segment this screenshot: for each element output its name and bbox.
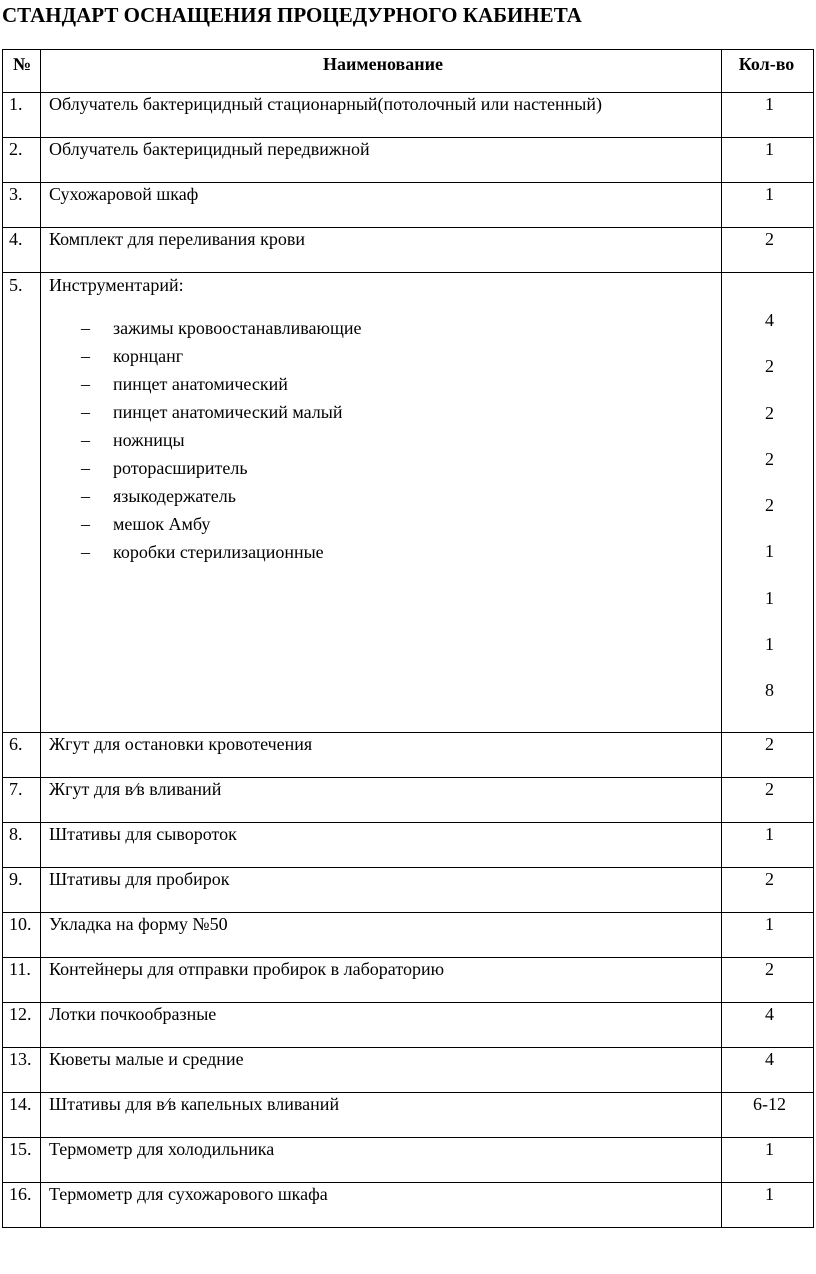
row-number: 6. — [3, 733, 41, 778]
row-number: 8. — [3, 823, 41, 868]
instruments-quantities — [722, 273, 814, 733]
row-name: Укладка на форму №50 — [41, 913, 722, 958]
instruments-cell — [41, 273, 722, 733]
row-quantity: 2 — [722, 868, 814, 913]
row-name: Штативы для в⁄в капельных вливаний — [41, 1093, 722, 1138]
dash-bullet: – — [81, 374, 90, 394]
table-row — [3, 1048, 814, 1093]
table-row — [3, 958, 814, 1003]
table-row — [3, 913, 814, 958]
list-item: – языкодержатель — [65, 482, 717, 510]
row-name: Термометр для сухожарового шкафа — [41, 1183, 722, 1228]
dash-bullet: – — [81, 514, 90, 534]
table-row — [3, 1138, 814, 1183]
instruments-list — [65, 314, 717, 566]
item-quantity: 1 — [765, 587, 774, 608]
row-number: 14. — [3, 1093, 41, 1138]
row-name: Термометр для холодильника — [41, 1138, 722, 1183]
row-number: 11. — [3, 958, 41, 1003]
item-quantity: 4 — [765, 310, 774, 330]
table-row — [3, 183, 814, 228]
row-quantity: 4 — [722, 1048, 814, 1093]
row-number: 16. — [3, 1183, 41, 1228]
table-row — [3, 823, 814, 868]
row-quantity: 1 — [722, 823, 814, 868]
item-quantity: 2 — [765, 448, 774, 469]
table-row — [3, 868, 814, 913]
dash-bullet: – — [81, 318, 90, 338]
row-number: 5. — [3, 273, 41, 733]
item-quantity: 2 — [765, 356, 774, 377]
list-item: – мешок Амбу — [65, 510, 717, 538]
list-item: – корнцанг — [65, 342, 717, 370]
row-name: Контейнеры для отправки пробирок в лабораторию — [41, 958, 722, 1003]
row-number: 1. — [3, 93, 41, 138]
table-header-row — [3, 50, 814, 93]
row-number: 15. — [3, 1138, 41, 1183]
row-quantity: 2 — [722, 778, 814, 823]
row-number: 13. — [3, 1048, 41, 1093]
table-row — [3, 778, 814, 823]
item-quantity: 8 — [765, 680, 774, 701]
list-item: – зажимы кровоостанавливающие — [65, 314, 717, 342]
row-number: 4. — [3, 228, 41, 273]
row-name: Штативы для пробирок — [41, 868, 722, 913]
row-quantity: 1 — [722, 913, 814, 958]
row-quantity: 2 — [722, 228, 814, 273]
list-item: – пинцет анатомический — [65, 370, 717, 398]
row-number: 3. — [3, 183, 41, 228]
row-name: Комплект для переливания крови — [41, 228, 722, 273]
row-quantity: 2 — [722, 958, 814, 1003]
row-quantity: 4 — [722, 1003, 814, 1048]
row-name: Жгут для остановки кровотечения — [41, 733, 722, 778]
list-item: – ножницы — [65, 426, 717, 454]
list-item: – пинцет анатомический малый — [65, 398, 717, 426]
instruments-heading: Инструментарий: — [49, 275, 184, 295]
row-quantity: 1 — [722, 1138, 814, 1183]
row-quantity: 1 — [722, 183, 814, 228]
item-quantity: 1 — [765, 541, 774, 562]
table-row — [3, 228, 814, 273]
row-quantity: 1 — [722, 138, 814, 183]
dash-bullet: – — [81, 458, 90, 478]
table-row — [3, 1183, 814, 1228]
dash-bullet: – — [81, 542, 90, 562]
row-number: 10. — [3, 913, 41, 958]
dash-bullet: – — [81, 430, 90, 450]
row-name: Штативы для сывороток — [41, 823, 722, 868]
table-row — [3, 93, 814, 138]
dash-bullet: – — [81, 486, 90, 506]
row-quantity: 6-12 — [722, 1093, 814, 1138]
equipment-table — [2, 49, 814, 1228]
row-name: Облучатель бактерицидный стационарный(потолочный или настенный) — [41, 93, 722, 138]
table-row — [3, 1093, 814, 1138]
dash-bullet: – — [81, 346, 90, 366]
row-name: Кюветы малые и средние — [41, 1048, 722, 1093]
row-name: Лотки почкообразные — [41, 1003, 722, 1048]
row-quantity: 2 — [722, 733, 814, 778]
table-row — [3, 733, 814, 778]
row-name: Облучатель бактерицидный передвижной — [41, 138, 722, 183]
page-title: СТАНДАРТ ОСНАЩЕНИЯ ПРОЦЕДУРНОГО КАБИНЕТА — [2, 3, 582, 27]
table-row — [3, 1003, 814, 1048]
row-quantity: 1 — [722, 1183, 814, 1228]
table-row — [3, 138, 814, 183]
instruments-row — [3, 273, 814, 733]
list-item: – коробки стерилизационные — [65, 538, 717, 566]
row-number: 12. — [3, 1003, 41, 1048]
header-number: № — [3, 50, 41, 93]
item-quantity: 1 — [765, 634, 774, 655]
list-item: – роторасширитель — [65, 454, 717, 482]
row-quantity: 1 — [722, 93, 814, 138]
row-number: 7. — [3, 778, 41, 823]
item-quantity: 2 — [765, 402, 774, 423]
dash-bullet: – — [81, 402, 90, 422]
row-number: 9. — [3, 868, 41, 913]
row-name: Жгут для в⁄в вливаний — [41, 778, 722, 823]
header-quantity: Кол-во — [722, 50, 814, 93]
header-name: Наименование — [41, 50, 722, 93]
item-quantity: 2 — [765, 495, 774, 516]
row-name: Сухожаровой шкаф — [41, 183, 722, 228]
row-number: 2. — [3, 138, 41, 183]
